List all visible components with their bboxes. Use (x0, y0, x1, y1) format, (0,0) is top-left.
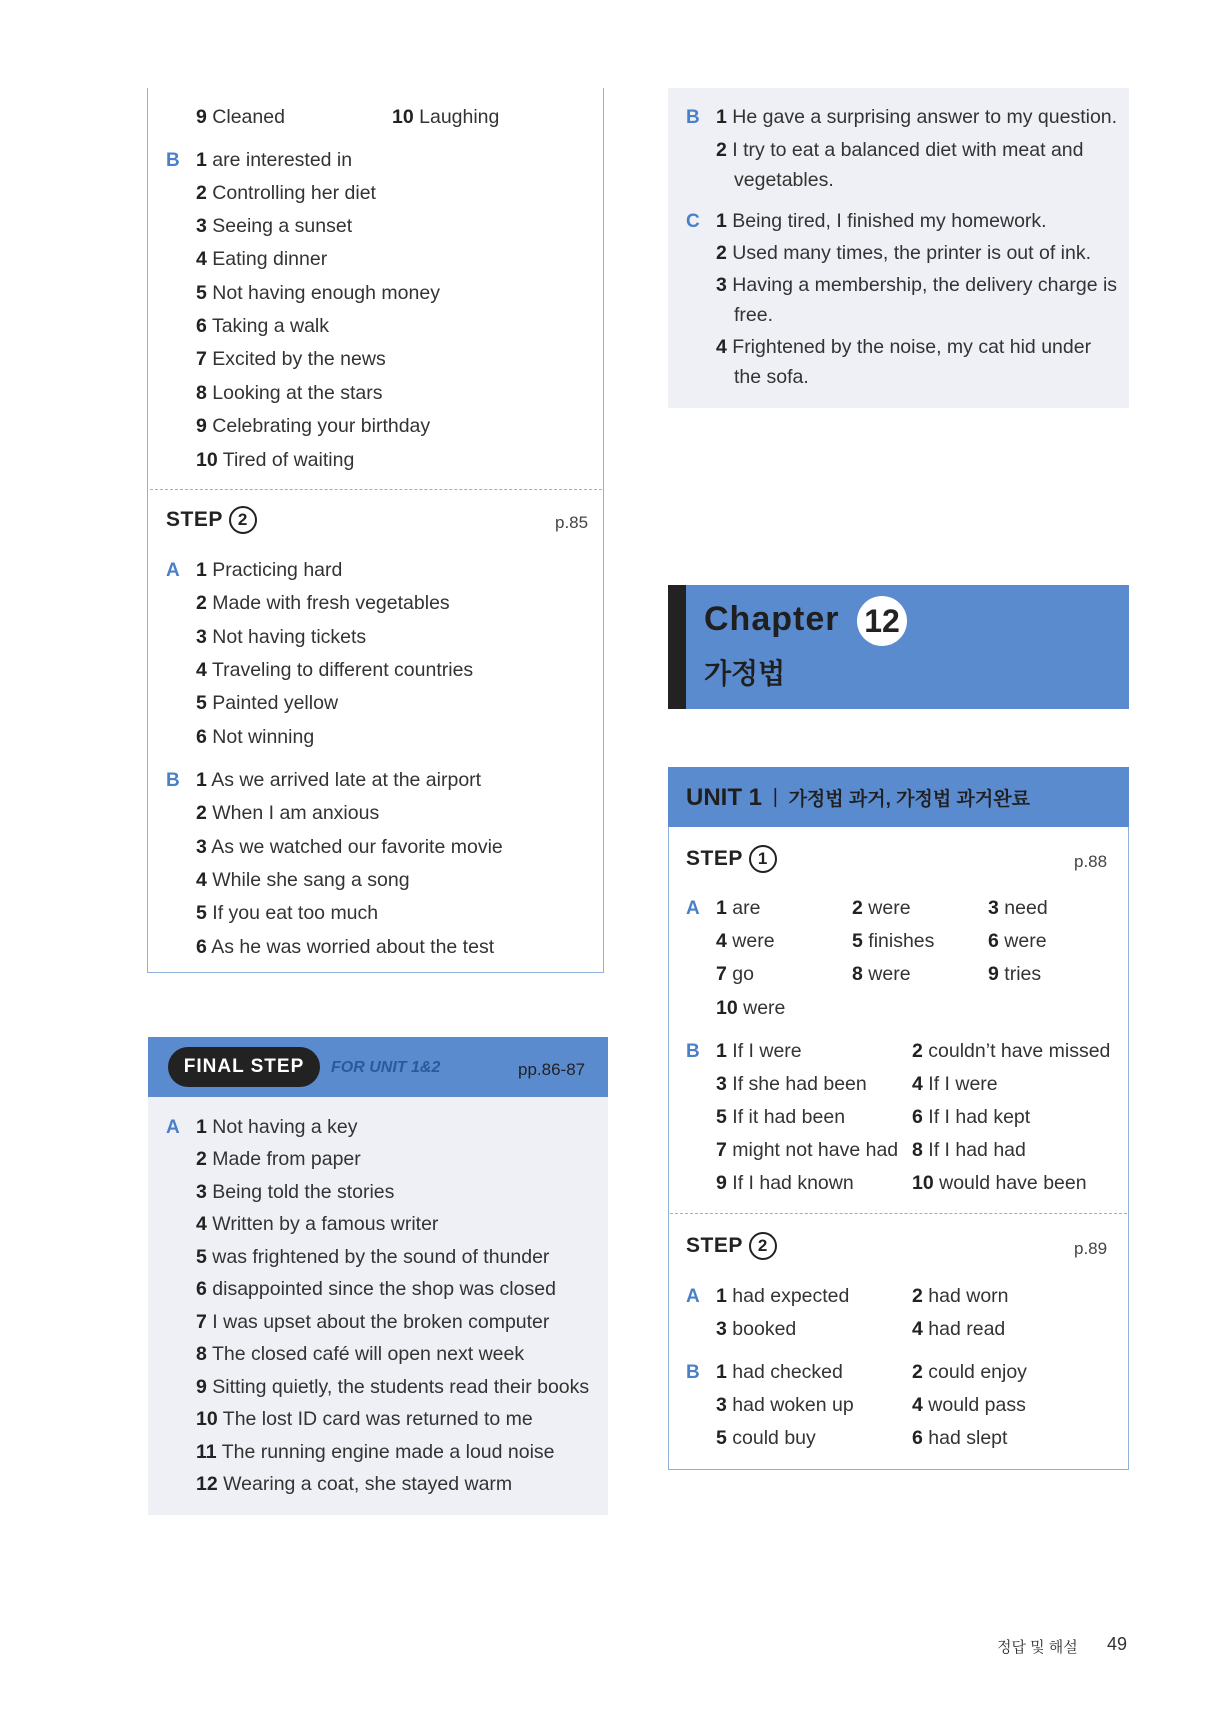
answer-item: 2 Used many times, the printer is out of ink. (716, 242, 1092, 264)
answer-item: 1 had checked (716, 1361, 843, 1383)
answer-item: 9 tries (988, 963, 1042, 985)
answer-item: 4 would pass (912, 1394, 1026, 1416)
answer-item: 5 Painted yellow (196, 692, 339, 714)
unit1-label: UNIT 1 | 가정법 과거, 가정법 과거완료 (686, 784, 1030, 811)
answer-item: 10 Laughing (392, 106, 500, 128)
answer-item: 1 He gave a surprising answer to my question. (716, 106, 1118, 128)
page-reference: p.88 (1074, 852, 1108, 871)
answer-item: 7 might not have had (716, 1139, 899, 1161)
answer-item: 1 If I were (716, 1040, 802, 1062)
answer-item: 10 were (716, 997, 786, 1019)
section-label-a: A (686, 1286, 700, 1307)
page-reference: p.89 (1074, 1239, 1108, 1258)
answer-item: 4 Traveling to different countries (196, 659, 474, 681)
answer-item: 6 As he was worried about the test (196, 936, 495, 958)
section-label-b: B (686, 1362, 700, 1383)
answer-item: 4 were (716, 930, 775, 952)
answer-item: 7 go (716, 963, 754, 985)
chapter-label: Chapter (704, 600, 840, 638)
answer-item: 1 Being tired, I finished my homework. (716, 210, 1047, 232)
answer-item: 1 Not having a key (196, 1116, 358, 1138)
footer-label: 정답 및 해설 (997, 1639, 1078, 1656)
final-step-badge: FINAL STEP (168, 1047, 320, 1087)
answer-item: 10 would have been (912, 1172, 1087, 1194)
answer-item: 3 As we watched our favorite movie (196, 836, 503, 858)
answer-item: 3 Seeing a sunset (196, 215, 353, 237)
answer-item: 3 Having a membership, the delivery charge is (716, 274, 1118, 296)
answer-item-cont: the sofa. (734, 366, 809, 388)
step-heading: STEP 2 (686, 1232, 777, 1260)
answer-item: 5 If it had been (716, 1106, 846, 1128)
answer-item: 4 While she sang a song (196, 869, 410, 891)
answer-item: 5 If you eat too much (196, 902, 379, 924)
answer-item-cont: free. (734, 304, 774, 326)
section-label-a: A (166, 560, 180, 581)
answer-item: 8 were (852, 963, 911, 985)
answer-item: 3 had woken up (716, 1394, 854, 1416)
answer-item: 8 If I had had (912, 1139, 1026, 1161)
answer-item: 2 Controlling her diet (196, 182, 376, 204)
answer-item: 2 were (852, 897, 911, 919)
answer-item: 4 Written by a famous writer (196, 1213, 439, 1235)
answer-item: 10 Tired of waiting (196, 449, 355, 471)
answer-item: 6 disappointed since the shop was closed (196, 1278, 556, 1300)
chapter-banner-bar (668, 585, 686, 709)
answer-item: 2 Made from paper (196, 1148, 361, 1170)
answer-item: 7 Excited by the news (196, 348, 386, 370)
answer-item: 4 If I were (912, 1073, 998, 1095)
answer-item: 7 I was upset about the broken computer (196, 1311, 550, 1333)
answer-item: 8 Looking at the stars (196, 382, 383, 404)
answer-item: 1 As we arrived late at the airport (196, 769, 482, 791)
answer-item: 5 Not having enough money (196, 282, 440, 304)
divider (150, 489, 602, 490)
answer-item: 9 Sitting quietly, the students read their books (196, 1376, 590, 1398)
answer-item: 3 Being told the stories (196, 1181, 395, 1203)
answer-item: 8 The closed café will open next week (196, 1343, 525, 1365)
answer-item: 3 need (988, 897, 1048, 919)
page-reference: pp.86-87 (518, 1060, 586, 1079)
answer-item: 1 are interested in (196, 149, 353, 171)
answer-item: 4 Eating dinner (196, 248, 328, 270)
section-label-b: B (686, 107, 700, 128)
page-reference: p.85 (555, 513, 589, 532)
answer-item: 6 Not winning (196, 726, 315, 748)
answer-item: 9 If I had known (716, 1172, 854, 1194)
section-label-a: A (166, 1117, 180, 1138)
answer-item: 3 booked (716, 1318, 797, 1340)
answer-item: 10 The lost ID card was returned to me (196, 1408, 533, 1430)
answer-item: 2 had worn (912, 1285, 1009, 1307)
answer-item: 2 could enjoy (912, 1361, 1027, 1383)
section-label-b: B (166, 770, 180, 791)
answer-item: 4 Frightened by the noise, my cat hid under (716, 336, 1092, 358)
section-label-c: C (686, 211, 700, 232)
chapter-number: 12 (857, 596, 907, 646)
section-label-b: B (686, 1041, 700, 1062)
answer-item: 6 Taking a walk (196, 315, 329, 337)
answer-item: 6 were (988, 930, 1047, 952)
answer-item: 2 Made with fresh vegetables (196, 592, 450, 614)
answer-item: 1 had expected (716, 1285, 850, 1307)
answer-item: 1 are (716, 897, 761, 919)
step-heading: STEP 1 (686, 845, 777, 873)
section-label-a: A (686, 898, 700, 919)
answer-item: 3 If she had been (716, 1073, 867, 1095)
page-number: 49 (1107, 1634, 1128, 1654)
answer-item: 2 couldn’t have missed (912, 1040, 1111, 1062)
answer-item: 6 had slept (912, 1427, 1008, 1449)
answer-item: 12 Wearing a coat, she stayed warm (196, 1473, 513, 1495)
answer-item: 3 Not having tickets (196, 626, 367, 648)
answer-item: 6 If I had kept (912, 1106, 1031, 1128)
step-heading: STEP 2 (166, 506, 257, 534)
answer-item-cont: vegetables. (734, 169, 834, 191)
final-step-subtitle: FOR UNIT 1&2 (331, 1059, 441, 1076)
chapter-title: 가정법 (704, 658, 786, 689)
answer-item: 1 Practicing hard (196, 559, 343, 581)
section-label-b: B (166, 150, 180, 171)
answer-item: 5 could buy (716, 1427, 816, 1449)
divider (670, 1213, 1127, 1214)
answer-item: 9 Celebrating your birthday (196, 415, 431, 437)
answer-item: 5 finishes (852, 930, 935, 952)
answer-item: 2 I try to eat a balanced diet with meat and (716, 139, 1084, 161)
answer-item: 5 was frightened by the sound of thunder (196, 1246, 550, 1268)
answer-item: 2 When I am anxious (196, 802, 380, 824)
answer-item: 4 had read (912, 1318, 1006, 1340)
answer-item: 11 The running engine made a loud noise (196, 1441, 555, 1463)
answer-item: 9 Cleaned (196, 106, 285, 128)
